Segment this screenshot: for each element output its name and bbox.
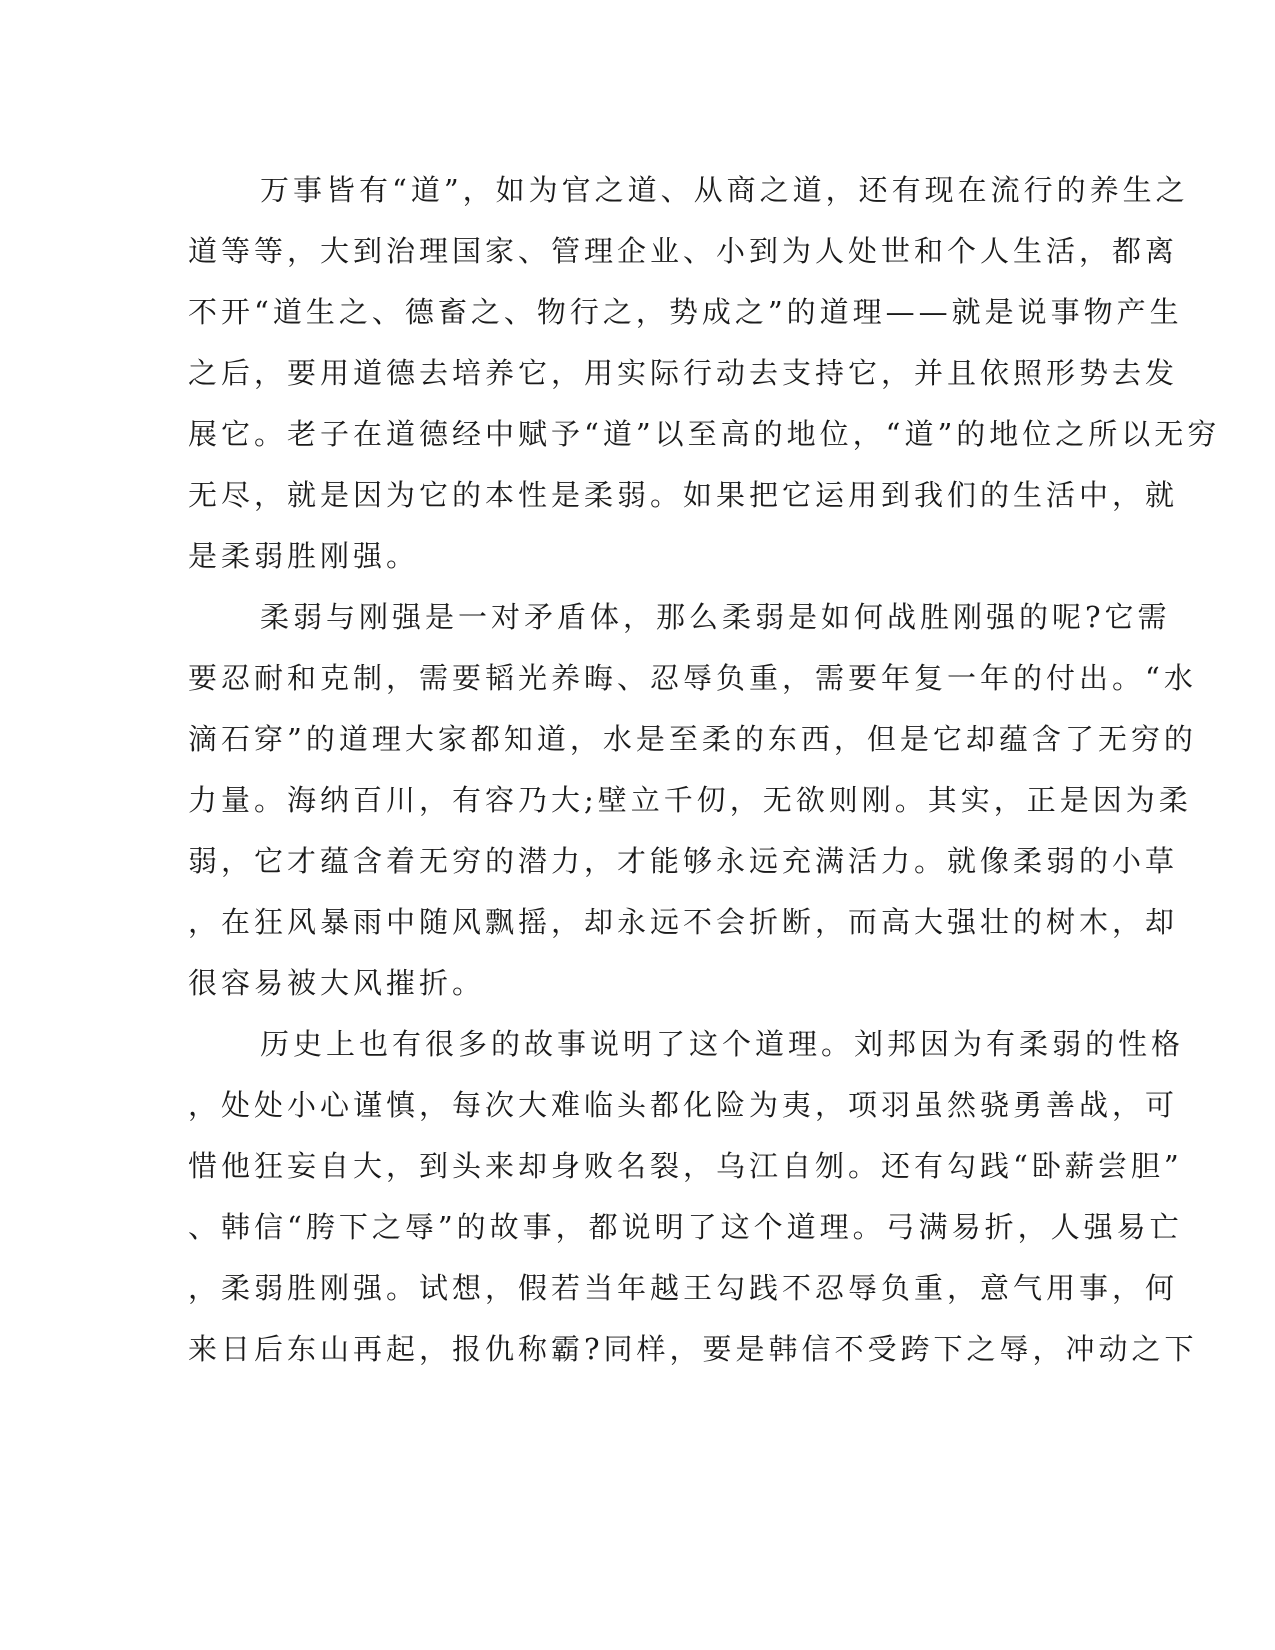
text-line: 柔弱与刚强是一对矛盾体，那么柔弱是如何战胜刚强的呢?它需: [260, 600, 1171, 634]
text-line: 来日后东山再起，报仇称霸?同样，要是韩信不受跨下之辱，冲动之下: [188, 1332, 1198, 1366]
paragraph-2: [188, 587, 1197, 1014]
text-line: 弱，它才蕴含着无穷的潜力，才能够永远充满活力。就像柔弱的小草: [188, 844, 1179, 878]
text-line: 之后，要用道德去培养它，用实际行动去支持它，并且依照形势去发: [188, 356, 1179, 390]
text-line: 展它。老子在道德经中赋予“道”以至高的地位，“道”的地位之所以无穷: [188, 417, 1221, 451]
text-line: ，在狂风暴雨中随风飘摇，却永远不会折断，而高大强壮的树木，却: [188, 905, 1179, 939]
body-text: [188, 160, 1221, 1380]
text-line: ，柔弱胜刚强。试想，假若当年越王勾践不忍辱负重，意气用事，何: [188, 1271, 1179, 1305]
text-line: 惜他狂妄自大，到头来却身败名裂，乌江自刎。还有勾践“卧薪尝胆”: [188, 1149, 1183, 1183]
text-line: 历史上也有很多的故事说明了这个道理。刘邦因为有柔弱的性格: [260, 1027, 1185, 1061]
text-line: 、韩信“胯下之辱”的故事，都说明了这个道理。弓满易折，人强易亡: [188, 1210, 1183, 1244]
text-line: 是柔弱胜刚强。: [188, 539, 420, 573]
text-line: 不开“道生之、德畜之、物行之，势成之”的道理——就是说事物产生: [188, 295, 1183, 329]
text-line: 万事皆有“道”，如为官之道、从商之道，还有现在流行的养生之: [260, 173, 1189, 207]
text-line: 要忍耐和克制，需要韬光养晦、忍辱负重，需要年复一年的付出。“水: [188, 661, 1197, 695]
text-line: 滴石穿”的道理大家都知道，水是至柔的东西，但是它却蕴含了无穷的: [188, 722, 1197, 756]
text-line: 无尽，就是因为它的本性是柔弱。如果把它运用到我们的生活中，就: [188, 478, 1179, 512]
paragraph-3: [188, 1014, 1198, 1380]
paragraph-1: [188, 160, 1221, 587]
text-line: 道等等，大到治理国家、管理企业、小到为人处世和个人生活，都离: [188, 234, 1179, 268]
text-line: ，处处小心谨慎，每次大难临头都化险为夷，项羽虽然骁勇善战，可: [188, 1088, 1179, 1122]
text-line: 很容易被大风摧折。: [188, 966, 486, 1000]
text-line: 力量。海纳百川，有容乃大;壁立千仞，无欲则刚。其实，正是因为柔: [188, 783, 1192, 817]
